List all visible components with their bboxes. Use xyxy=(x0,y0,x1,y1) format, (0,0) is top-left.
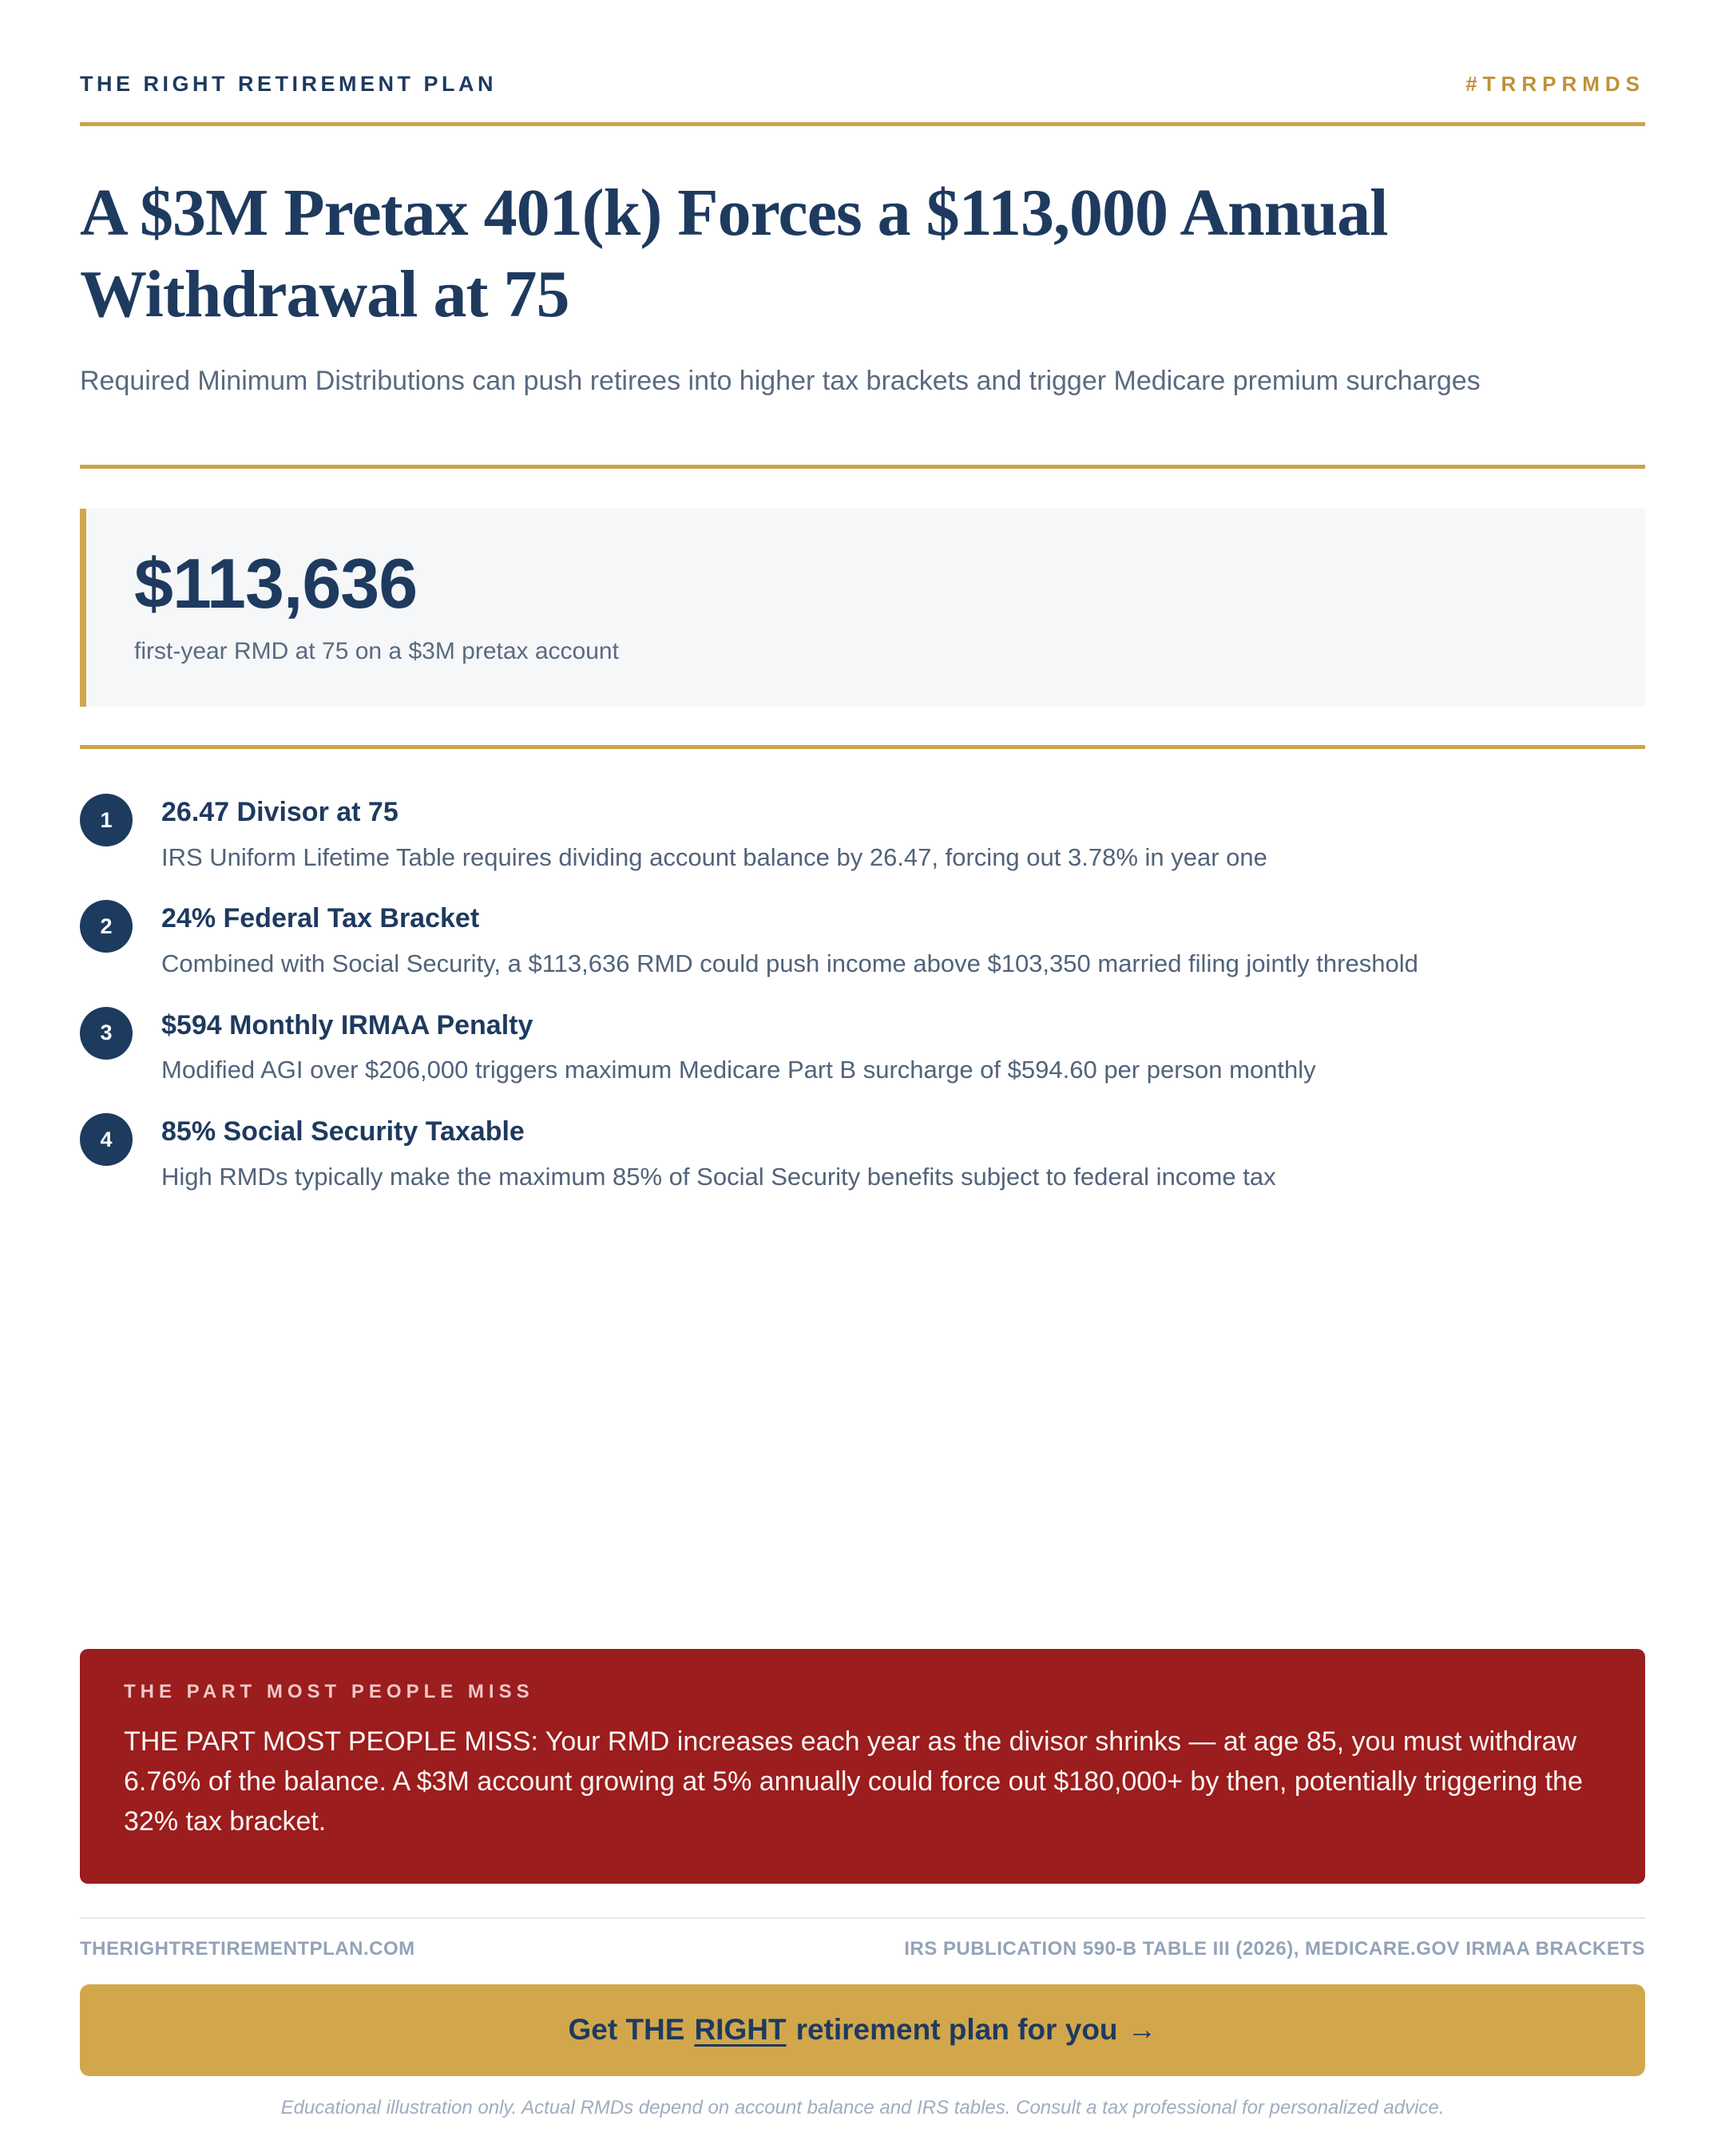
masthead xyxy=(80,0,1645,97)
list-item-content xyxy=(161,1007,1316,1087)
list-item xyxy=(80,1007,1645,1087)
number-badge: 3 xyxy=(80,1007,133,1060)
cta-label-underlined: RIGHT xyxy=(694,2013,787,2047)
callout-body: THE PART MOST PEOPLE MISS: Your RMD increases each year as the divisor shrinks — at age 85, you must withdraw 6.76% of the balance. A $3M account growing at 5% annually could force out $180,000+ by then, potentially triggering the 32% tax bracket. xyxy=(124,1726,1583,1837)
list-item-body: Modified AGI over $206,000 triggers maximum Medicare Part B surcharge of $594.60 per person monthly xyxy=(161,1056,1316,1084)
list-item xyxy=(80,794,1645,874)
list-item-content xyxy=(161,900,1418,980)
disclaimer-text: Educational illustration only. Actual RMDs depend on account balance and IRS tables. Consult a tax professional for personalized advice. xyxy=(280,2096,1445,2118)
stat-highlight-card xyxy=(80,509,1645,707)
list-item-body: Combined with Social Security, a $113,636 RMD could push income above $103,350 married filing jointly threshold xyxy=(161,949,1418,977)
list-item-heading: 85% Social Security Taxable xyxy=(161,1116,525,1147)
cta-label-prefix: Get THE xyxy=(568,2013,685,2047)
list-item-heading: 26.47 Divisor at 75 xyxy=(161,797,399,828)
page-subtitle: Required Minimum Distributions can push retirees into higher tax brackets and trigger Medicare premium surcharges xyxy=(80,365,1481,396)
list-item xyxy=(80,1113,1645,1193)
brand-wordmark: THE RIGHT RETIREMENT PLAN xyxy=(80,72,497,96)
key-points-list xyxy=(80,794,1645,1193)
list-item-heading: 24% Federal Tax Bracket xyxy=(161,903,480,934)
callout-eyebrow: THE PART MOST PEOPLE MISS xyxy=(124,1681,534,1702)
cta-label-suffix: retirement plan for you xyxy=(795,2013,1118,2047)
number-badge: 2 xyxy=(80,900,133,953)
data-sources: IRS PUBLICATION 590-B TABLE III (2026), MEDICARE.GOV IRMAA BRACKETS xyxy=(904,1937,1645,1960)
gold-divider-mid-2 xyxy=(80,745,1645,749)
gold-divider-top xyxy=(80,122,1645,126)
number-badge: 1 xyxy=(80,794,133,846)
footer-divider xyxy=(80,1917,1645,1919)
arrow-right-icon: → xyxy=(1127,2013,1157,2047)
gold-divider-mid-1 xyxy=(80,465,1645,469)
list-item-content xyxy=(161,794,1267,874)
site-url: THERIGHTRETIREMENTPLAN.COM xyxy=(80,1937,415,1960)
stat-value: $113,636 xyxy=(134,543,418,623)
cta-button[interactable] xyxy=(80,1984,1645,2076)
list-item-body: IRS Uniform Lifetime Table requires dividing account balance by 26.47, forcing out 3.78% in year one xyxy=(161,842,1267,871)
list-item-body: High RMDs typically make the maximum 85% of Social Security benefits subject to federal income tax xyxy=(161,1162,1276,1191)
page-title: A $3M Pretax 401(k) Forces a $113,000 Annual Withdrawal at 75 xyxy=(80,176,1388,332)
list-item-heading: $594 Monthly IRMAA Penalty xyxy=(161,1009,533,1040)
stat-caption: first-year RMD at 75 on a $3M pretax account xyxy=(134,638,619,665)
sources-row xyxy=(80,1938,1645,1960)
list-item-content xyxy=(161,1113,1276,1193)
campaign-hashtag: #TRRPRMDS xyxy=(1465,72,1645,96)
list-item xyxy=(80,900,1645,980)
callout-card xyxy=(80,1649,1645,1884)
number-badge: 4 xyxy=(80,1113,133,1166)
